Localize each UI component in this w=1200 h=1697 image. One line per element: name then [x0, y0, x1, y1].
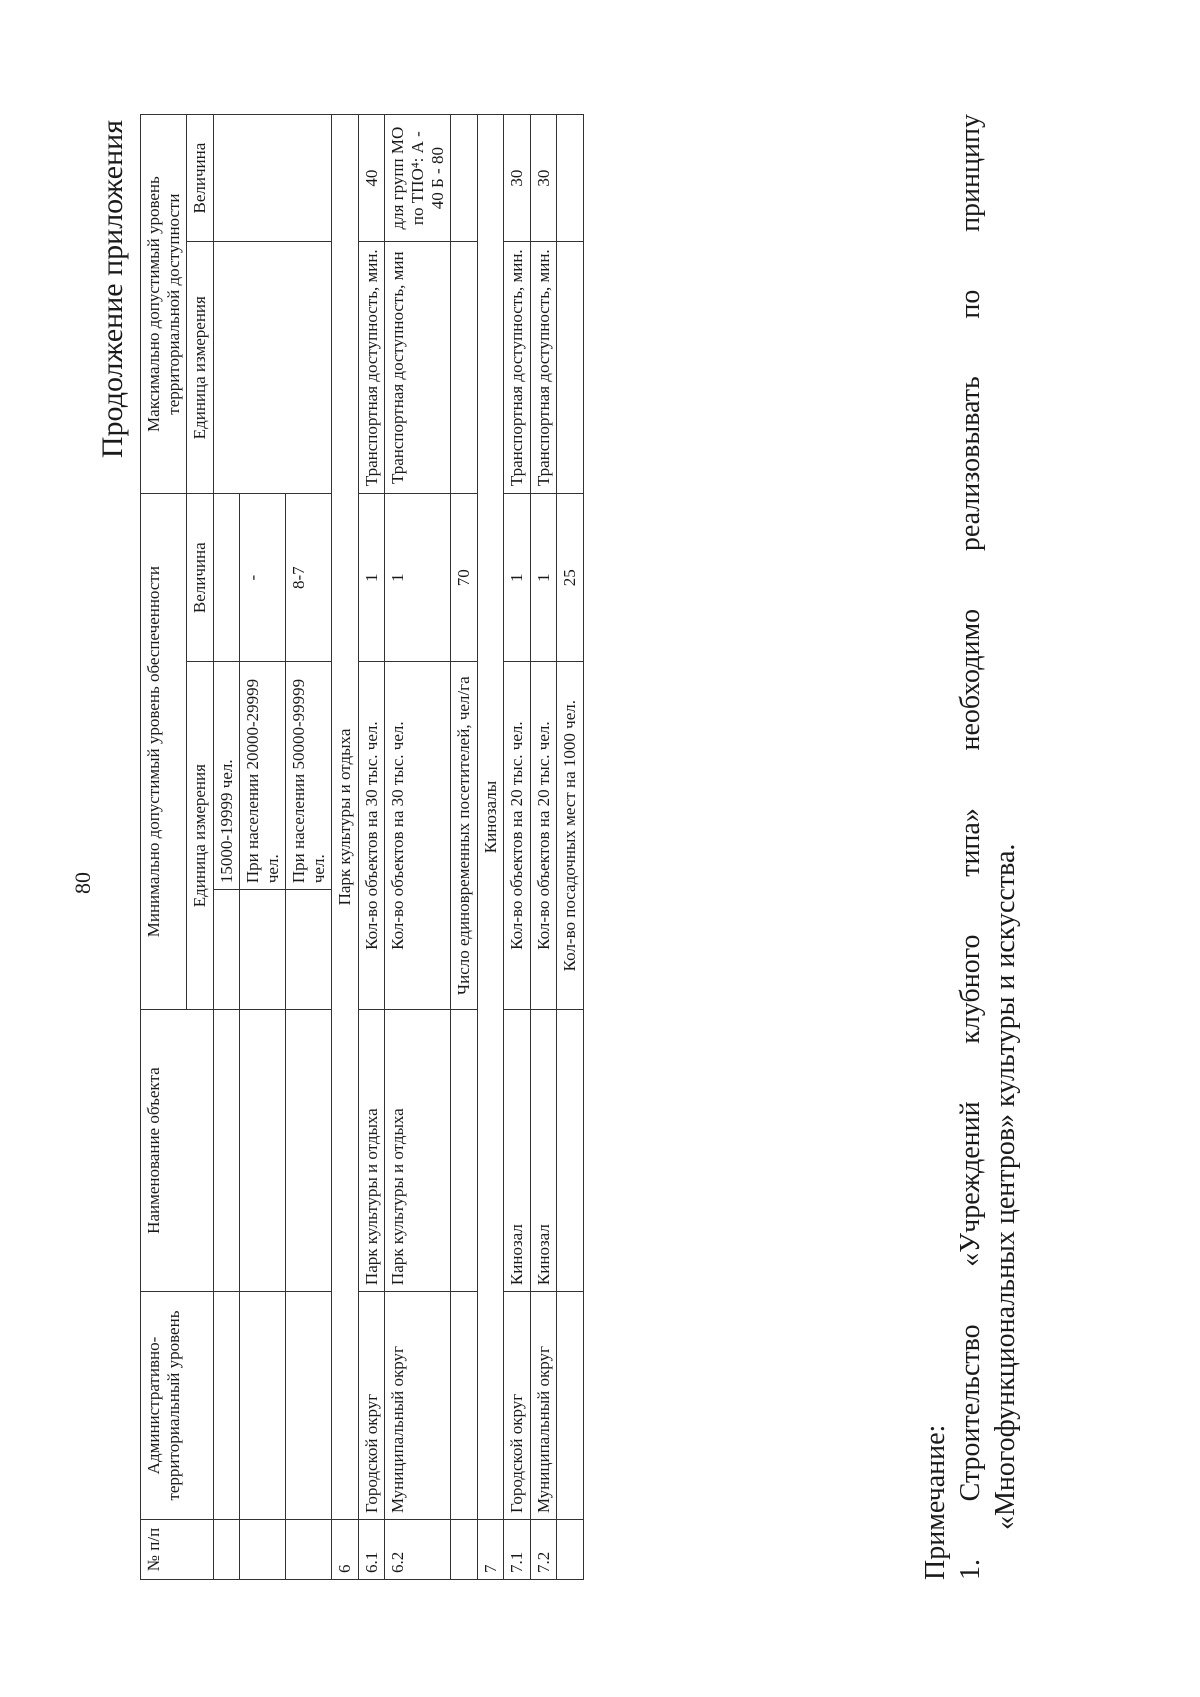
band-label: 15000-19999 чел.	[213, 662, 240, 890]
header-max-group: Максимально допустимый уровень территориальной доступности	[141, 115, 187, 494]
header-max-unit: Единица измерения	[187, 242, 214, 494]
norms-table	[140, 114, 584, 1580]
table-row	[385, 115, 451, 1580]
row-max-unit: Транспортная доступность, мин	[385, 242, 451, 494]
row-num	[557, 1520, 584, 1580]
note-word: клубного	[955, 934, 986, 1044]
row-max-unit: Транспортная доступность, мин.	[358, 242, 385, 494]
row-object	[451, 1010, 478, 1292]
header-min-group: Минимально допустимый уровень обеспеченности	[141, 494, 187, 1010]
band-value	[213, 494, 240, 662]
row-object: Парк культуры и отдыха	[358, 1010, 385, 1292]
continuation-title: Продолжение приложения	[96, 120, 129, 459]
row-min-unit: Кол-во объектов на 30 тыс. чел.	[358, 662, 385, 1010]
row-max-unit: Транспортная доступность, мин.	[504, 242, 531, 494]
row-max-value: 30	[504, 115, 531, 242]
row-object: Парк культуры и отдыха	[385, 1010, 451, 1292]
row-min-value: 1	[358, 494, 385, 662]
row-object: Кинозал	[504, 1010, 531, 1292]
row-max-unit: Транспортная доступность, мин.	[530, 242, 557, 494]
row-level	[557, 1292, 584, 1520]
row-min-unit: Кол-во посадочных мест на 1000 чел.	[557, 662, 584, 1010]
row-object	[557, 1010, 584, 1292]
row-min-unit: Число единовременных посетителей, чел/га	[451, 662, 478, 1010]
band-label: При населении 20000-29999 чел.	[240, 662, 286, 890]
row-min-unit: Кол-во объектов на 20 тыс. чел.	[504, 662, 531, 1010]
page-number: 80	[70, 872, 95, 894]
row-max-value: для групп МО по ТПО⁴: А - 40 Б - 80	[385, 115, 451, 242]
section-num: 6	[332, 1520, 359, 1580]
band-label: При населении 50000-99999 чел.	[286, 662, 332, 890]
header-level: Административно-территориальный уровень	[141, 1292, 214, 1520]
row-num: 6.1	[358, 1520, 385, 1580]
table-row	[451, 115, 478, 1580]
document-page	[60, 80, 1140, 1620]
note-word: по	[955, 289, 986, 319]
row-num: 7.1	[504, 1520, 531, 1580]
row-level: Муниципальный округ	[530, 1292, 557, 1520]
header-min-unit: Единица измерения	[187, 662, 214, 1010]
row-max-value	[451, 115, 478, 242]
row-max-unit	[557, 242, 584, 494]
row-level: Городской округ	[504, 1292, 531, 1520]
table-row	[358, 115, 385, 1580]
note-title: Примечание:	[920, 1424, 951, 1580]
row-level: Муниципальный округ	[385, 1292, 451, 1520]
note-item-number: 1.	[955, 1559, 986, 1580]
band-row	[213, 115, 240, 1580]
band-value: 8-7	[286, 494, 332, 662]
section-row	[332, 115, 359, 1580]
header-num: № п/п	[141, 1520, 214, 1580]
note-word: реализовывать	[955, 376, 986, 552]
row-num: 7.2	[530, 1520, 557, 1580]
row-level	[451, 1292, 478, 1520]
row-min-unit: Кол-во объектов на 20 тыс. чел.	[530, 662, 557, 1010]
section-row	[477, 115, 504, 1580]
row-max-value	[557, 115, 584, 242]
note-word: принципу	[955, 114, 986, 232]
header-min-value: Величина	[187, 494, 214, 662]
band-value: -	[240, 494, 286, 662]
note-word: Строительство	[955, 1324, 986, 1502]
note-block	[918, 114, 1023, 1580]
header-max-value: Величина	[187, 115, 214, 242]
note-word: типа»	[955, 808, 986, 877]
note-line-2: «Многофункциональных центров» культуры и искусства.	[990, 843, 1021, 1530]
row-num: 6.2	[385, 1520, 451, 1580]
header-row-1	[141, 115, 187, 1580]
table-row	[530, 115, 557, 1580]
note-line-1	[953, 114, 988, 1580]
row-max-unit	[451, 242, 478, 494]
row-level: Городской округ	[358, 1292, 385, 1520]
row-num	[451, 1520, 478, 1580]
table-row	[504, 115, 531, 1580]
row-max-value: 30	[530, 115, 557, 242]
header-object: Наименование объекта	[141, 1010, 214, 1292]
row-max-value: 40	[358, 115, 385, 242]
row-min-unit: Кол-во объектов на 30 тыс. чел.	[385, 662, 451, 1010]
row-min-value: 1	[530, 494, 557, 662]
row-min-value: 1	[504, 494, 531, 662]
row-object: Кинозал	[530, 1010, 557, 1292]
section-title: Кинозалы	[477, 115, 504, 1520]
section-title: Парк культуры и отдыха	[332, 115, 359, 1520]
row-min-value: 70	[451, 494, 478, 662]
note-word: необходимо	[955, 608, 986, 751]
section-num: 7	[477, 1520, 504, 1580]
row-min-value: 25	[557, 494, 584, 662]
table-row	[557, 115, 584, 1580]
row-min-value: 1	[385, 494, 451, 662]
note-word: «Учреждений	[955, 1101, 986, 1267]
